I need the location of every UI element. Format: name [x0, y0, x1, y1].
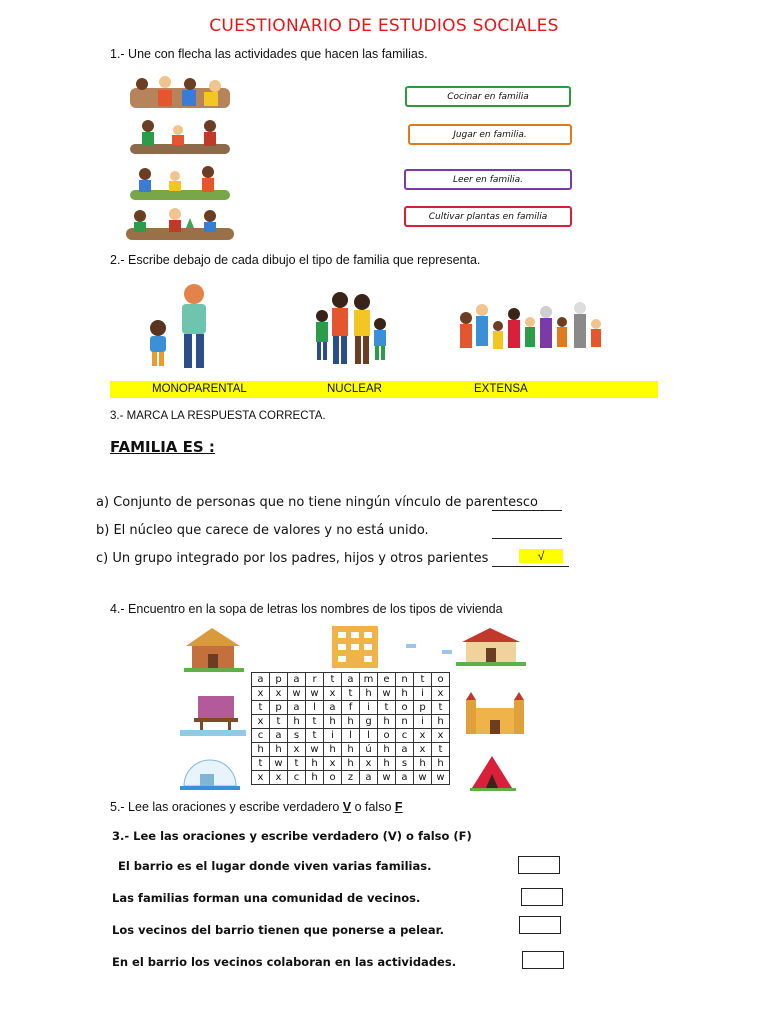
activity-label-reading: Leer en familia.	[404, 169, 572, 190]
question-1-prompt: 1.- Une con flecha las actividades que hacen las familias.	[110, 47, 428, 61]
option-c: c) Un grupo integrado por los padres, hijos y otros parientes	[96, 551, 489, 566]
grid-cell[interactable]: a	[270, 729, 288, 743]
extended-family-image	[446, 302, 606, 374]
statement-3: Los vecinos del barrio tienen que ponerse a pelear.	[112, 923, 445, 937]
question-5-middle: o falso	[351, 800, 395, 814]
cooking-scene-image	[130, 76, 230, 108]
grid-cell[interactable]: t	[378, 701, 396, 715]
familia-heading: FAMILIA ES :	[110, 438, 215, 456]
grid-cell[interactable]: f	[342, 701, 360, 715]
answer-box-4[interactable]	[522, 951, 564, 969]
word-search-grid	[251, 672, 450, 785]
option-a: a) Conjunto de personas que no tiene ningún vínculo de parentesco	[96, 495, 538, 510]
true-false-heading: 3.- Lee las oraciones y escribe verdadero (V) o falso (F)	[112, 829, 472, 843]
family-types-illustration	[110, 280, 608, 376]
grid-cell[interactable]: t	[252, 757, 270, 771]
answer-nuclear: NUCLEAR	[327, 383, 382, 395]
grid-cell[interactable]: x	[270, 687, 288, 701]
grid-cell[interactable]: o	[324, 771, 342, 785]
grid-cell[interactable]: x	[360, 757, 378, 771]
grid-cell[interactable]: x	[288, 743, 306, 757]
activity-label-planting: Cultivar plantas en familia	[404, 206, 572, 227]
grid-cell[interactable]: s	[396, 757, 414, 771]
grid-cell[interactable]: r	[306, 673, 324, 687]
grid-cell[interactable]: l	[342, 729, 360, 743]
question-5-prompt	[110, 800, 403, 814]
grid-row	[252, 757, 450, 771]
grid-cell[interactable]: w	[270, 757, 288, 771]
playing-scene-image	[130, 120, 230, 154]
answer-box-3[interactable]	[519, 916, 561, 934]
hut-image	[184, 628, 244, 672]
question-4-prompt: 4.- Encuentro en la sopa de letras los nombres de los tipos de vivienda	[110, 602, 503, 616]
grid-cell[interactable]: h	[324, 743, 342, 757]
house-image	[456, 628, 526, 666]
option-a-blank[interactable]	[492, 496, 562, 511]
grid-cell[interactable]: c	[396, 729, 414, 743]
grid-cell[interactable]: x	[324, 757, 342, 771]
grid-cell[interactable]: a	[252, 673, 270, 687]
grid-cell[interactable]: h	[306, 757, 324, 771]
grid-cell[interactable]: ú	[360, 743, 378, 757]
grid-cell[interactable]: g	[360, 715, 378, 729]
check-mark: √	[519, 549, 563, 563]
grid-cell[interactable]: x	[252, 687, 270, 701]
activity-label-cooking: Cocinar en familia	[405, 86, 571, 107]
grid-cell[interactable]: a	[342, 673, 360, 687]
answer-extensa: EXTENSA	[474, 383, 528, 395]
nuclear-family-image	[316, 292, 386, 364]
grid-cell[interactable]: w	[306, 687, 324, 701]
grid-cell[interactable]: x	[432, 687, 450, 701]
answer-box-2[interactable]	[521, 888, 563, 906]
grid-cell[interactable]: e	[378, 673, 396, 687]
grid-cell[interactable]: x	[252, 771, 270, 785]
grid-row	[252, 715, 450, 729]
grid-row	[252, 673, 450, 687]
grid-cell[interactable]: l	[306, 701, 324, 715]
grid-cell[interactable]: t	[288, 757, 306, 771]
grid-cell[interactable]: x	[324, 687, 342, 701]
grid-cell[interactable]: h	[270, 743, 288, 757]
grid-cell[interactable]: o	[432, 673, 450, 687]
stilt-house-image	[180, 696, 246, 736]
grid-cell[interactable]: h	[396, 687, 414, 701]
grid-cell[interactable]: h	[288, 715, 306, 729]
grid-cell[interactable]: w	[378, 687, 396, 701]
apartment-building-image	[332, 626, 378, 668]
grid-cell[interactable]: w	[432, 771, 450, 785]
grid-cell[interactable]: a	[396, 771, 414, 785]
grid-row	[252, 701, 450, 715]
grid-cell[interactable]: i	[414, 715, 432, 729]
grid-cell[interactable]: a	[360, 771, 378, 785]
question-2-prompt: 2.- Escribe debajo de cada dibujo el tipo de familia que representa.	[110, 253, 481, 267]
grid-cell[interactable]: t	[432, 743, 450, 757]
grid-cell[interactable]: h	[432, 715, 450, 729]
grid-cell[interactable]: a	[396, 743, 414, 757]
grid-cell[interactable]: n	[396, 715, 414, 729]
castle-image	[466, 692, 524, 734]
grid-cell[interactable]: z	[342, 771, 360, 785]
question-5-prefix: 5.- Lee las oraciones y escribe verdadero	[110, 800, 343, 814]
option-b-blank[interactable]	[492, 524, 562, 539]
grid-cell[interactable]: h	[324, 715, 342, 729]
tent-image	[470, 756, 516, 791]
grid-cell[interactable]: h	[342, 715, 360, 729]
grid-cell[interactable]: p	[414, 701, 432, 715]
planting-scene-image	[126, 208, 234, 240]
grid-cell[interactable]: i	[324, 729, 342, 743]
grid-cell[interactable]: t	[306, 715, 324, 729]
page-title: CUESTIONARIO DE ESTUDIOS SOCIALES	[209, 16, 559, 36]
grid-cell[interactable]: x	[414, 743, 432, 757]
grid-cell[interactable]: w	[306, 743, 324, 757]
grid-cell[interactable]: h	[360, 687, 378, 701]
option-b: b) El núcleo que carece de valores y no está unido.	[96, 523, 429, 538]
statement-1: El barrio es el lugar donde viven varias familias.	[118, 859, 432, 873]
grid-cell[interactable]: x	[270, 771, 288, 785]
activity-label-playing: Jugar en familia.	[408, 124, 572, 145]
grid-cell[interactable]: o	[396, 701, 414, 715]
grid-cell[interactable]: t	[270, 715, 288, 729]
grid-cell[interactable]: l	[360, 729, 378, 743]
grid-cell[interactable]: h	[378, 743, 396, 757]
grid-cell[interactable]: s	[288, 729, 306, 743]
grid-cell[interactable]: p	[270, 701, 288, 715]
grid-cell[interactable]: i	[360, 701, 378, 715]
grid-cell[interactable]: m	[360, 673, 378, 687]
grid-cell[interactable]: w	[414, 771, 432, 785]
grid-cell[interactable]: n	[396, 673, 414, 687]
grid-cell[interactable]: t	[324, 673, 342, 687]
grid-row	[252, 771, 450, 785]
answer-box-1[interactable]	[518, 856, 560, 874]
single-parent-family-image	[150, 284, 206, 368]
grid-row	[252, 687, 450, 701]
question-3-prompt: 3.- MARCA LA RESPUESTA CORRECTA.	[110, 410, 326, 422]
grid-cell[interactable]: p	[270, 673, 288, 687]
grid-cell[interactable]: c	[288, 771, 306, 785]
grid-cell[interactable]: t	[252, 701, 270, 715]
grid-cell[interactable]: w	[378, 771, 396, 785]
false-letter: F	[394, 800, 403, 814]
grid-cell[interactable]: h	[342, 743, 360, 757]
grid-cell[interactable]: t	[432, 701, 450, 715]
grid-row	[252, 729, 450, 743]
true-letter: V	[342, 800, 352, 814]
grid-cell[interactable]: x	[414, 729, 432, 743]
grid-cell[interactable]: t	[342, 687, 360, 701]
grid-cell[interactable]: h	[252, 743, 270, 757]
grid-cell[interactable]: w	[288, 687, 306, 701]
grid-cell[interactable]: h	[378, 757, 396, 771]
grid-cell[interactable]: i	[414, 687, 432, 701]
reading-scene-image	[130, 166, 230, 200]
grid-row	[252, 743, 450, 757]
grid-cell[interactable]: h	[414, 757, 432, 771]
grid-cell[interactable]: o	[378, 729, 396, 743]
statement-4: En el barrio los vecinos colaboran en las actividades.	[112, 955, 457, 969]
grid-cell[interactable]: x	[432, 729, 450, 743]
grid-cell[interactable]: a	[288, 673, 306, 687]
grid-cell[interactable]: a	[324, 701, 342, 715]
grid-cell[interactable]: h	[432, 757, 450, 771]
grid-cell[interactable]: t	[306, 729, 324, 743]
family-activities-illustration	[120, 74, 245, 244]
igloo-image	[180, 760, 240, 790]
grid-cell[interactable]: a	[288, 701, 306, 715]
grid-cell[interactable]: h	[306, 771, 324, 785]
grid-cell[interactable]: c	[252, 729, 270, 743]
statement-2: Las familias forman una comunidad de vecinos.	[112, 891, 421, 905]
grid-cell[interactable]: t	[414, 673, 432, 687]
grid-cell[interactable]: x	[252, 715, 270, 729]
answer-monoparental: MONOPARENTAL	[152, 383, 247, 395]
grid-cell[interactable]: h	[342, 757, 360, 771]
grid-cell[interactable]: h	[378, 715, 396, 729]
